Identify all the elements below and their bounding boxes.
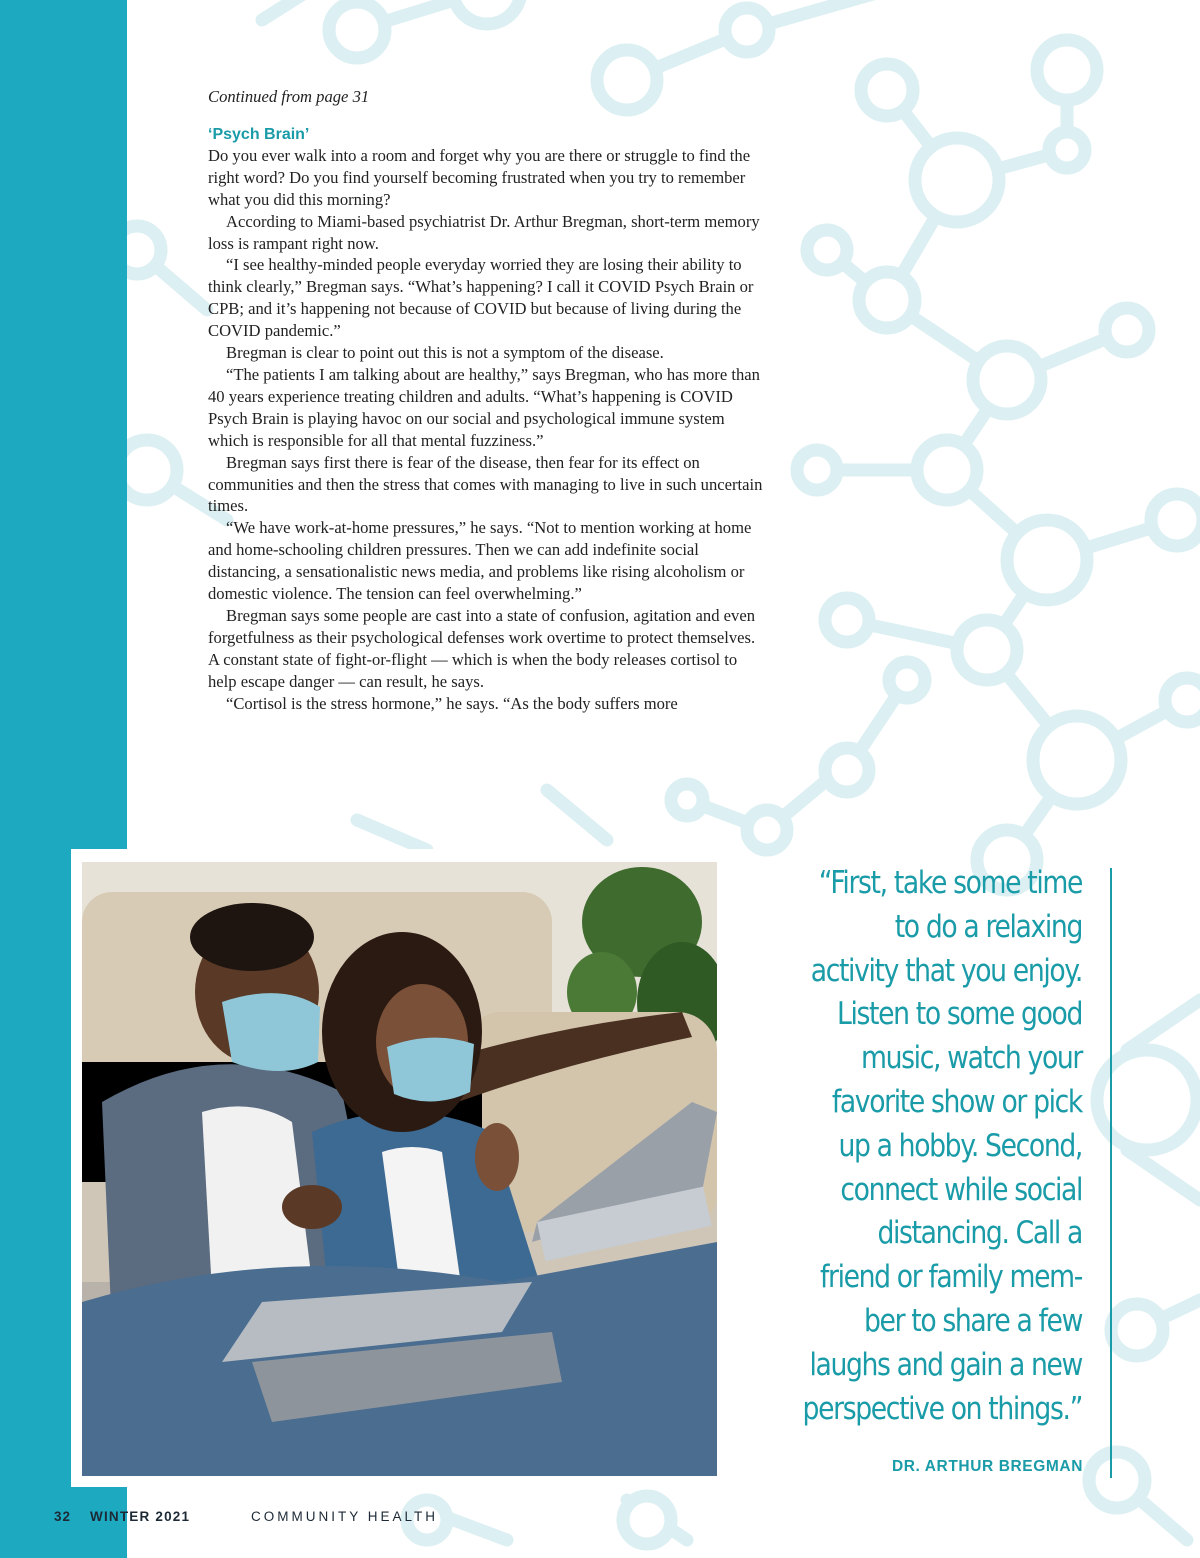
footer-issue: WINTER 2021 xyxy=(90,1509,191,1524)
article-paragraph: “We have work-at-home pressures,” he says. “Not to mention working at home and home-schooling children pressures. Then we can add indefinite social distancing, a sensationalistic news media, and problems like rising alcoholism or domestic violence. The tension can feel overwhelming.” xyxy=(208,518,752,604)
pull-quote-line: friend or family mem- xyxy=(819,1259,1082,1296)
article-body xyxy=(208,86,764,714)
pull-quote-line: laughs and gain a new xyxy=(809,1346,1082,1383)
article-paragraph: According to Miami-based psychiatrist Dr. Arthur Bregman, short-term memory loss is rampant right now. xyxy=(208,211,760,253)
pull-quote-line: up a hobby. Second, xyxy=(838,1127,1082,1164)
pull-quote-line: to do a relaxing xyxy=(894,908,1082,945)
article-paragraph: Bregman says some people are cast into a state of confusion, agitation and even forgetfulness as their psychological defenses work overtime to protect themselves. A constant state of fight-or-flight — which is when the body releases cortisol to help escape danger — can result, he says. xyxy=(208,605,756,691)
article-paragraph: Bregman is clear to point out this is not a symptom of the disease. xyxy=(226,343,664,363)
pull-quote-line: “First, take some time xyxy=(818,865,1082,901)
footer-magazine-name: COMMUNITY HEALTH xyxy=(251,1509,439,1524)
pull-quote-line: activity that you enjoy. xyxy=(810,952,1082,989)
article-paragraph: “I see healthy-minded people everyday worried they are losing their ability to think clearly,” Bregman says. “What’s happening? I call it COVID Psych Brain or CPB; and it’s happening not because of COVID but because of living during the COVID pandemic.” xyxy=(208,255,754,341)
pull-quote-line: ber to share a few xyxy=(863,1302,1082,1339)
pull-quote-line: distancing. Call a xyxy=(877,1215,1082,1252)
article-paragraph: Do you ever walk into a room and forget why you are there or struggle to find the right word? Do you find yourself becoming frustrated when you try to remember what you did this morning? xyxy=(208,145,751,209)
pull-quote-line: music, watch your xyxy=(861,1040,1082,1077)
footer-page-number: 32 xyxy=(54,1509,72,1524)
pull-quote xyxy=(788,862,1082,1431)
article-paragraph: Bregman says first there is fear of the disease, then fear for its effect on communities and then the stress that comes with managing to live in such uncertain times. xyxy=(208,452,763,516)
pull-quote-attribution: DR. ARTHUR BREGMAN xyxy=(891,1458,1083,1475)
article-paragraph: “The patients I am talking about are healthy,” says Bregman, who has more than 40 years experience treating children and adults. “What’s happening is COVID Psych Brain is playing havoc on our social and psychological immune system which is responsible for all that mental fuzziness.” xyxy=(208,364,760,450)
pull-quote-rule xyxy=(1110,868,1112,1478)
pull-quote-line: connect while social xyxy=(840,1171,1082,1208)
article-paragraph: “Cortisol is the stress hormone,” he says. “As the body suffers more xyxy=(226,693,678,713)
continued-note: Continued from page 31 xyxy=(208,87,370,106)
pull-quote-line: favorite show or pick xyxy=(831,1083,1082,1120)
pull-quote-line: Listen to some good xyxy=(837,996,1082,1033)
section-heading: ‘Psych Brain’ xyxy=(208,125,310,143)
masked-couple-photo xyxy=(82,862,717,1476)
pull-quote-line: perspective on things.” xyxy=(802,1390,1082,1427)
